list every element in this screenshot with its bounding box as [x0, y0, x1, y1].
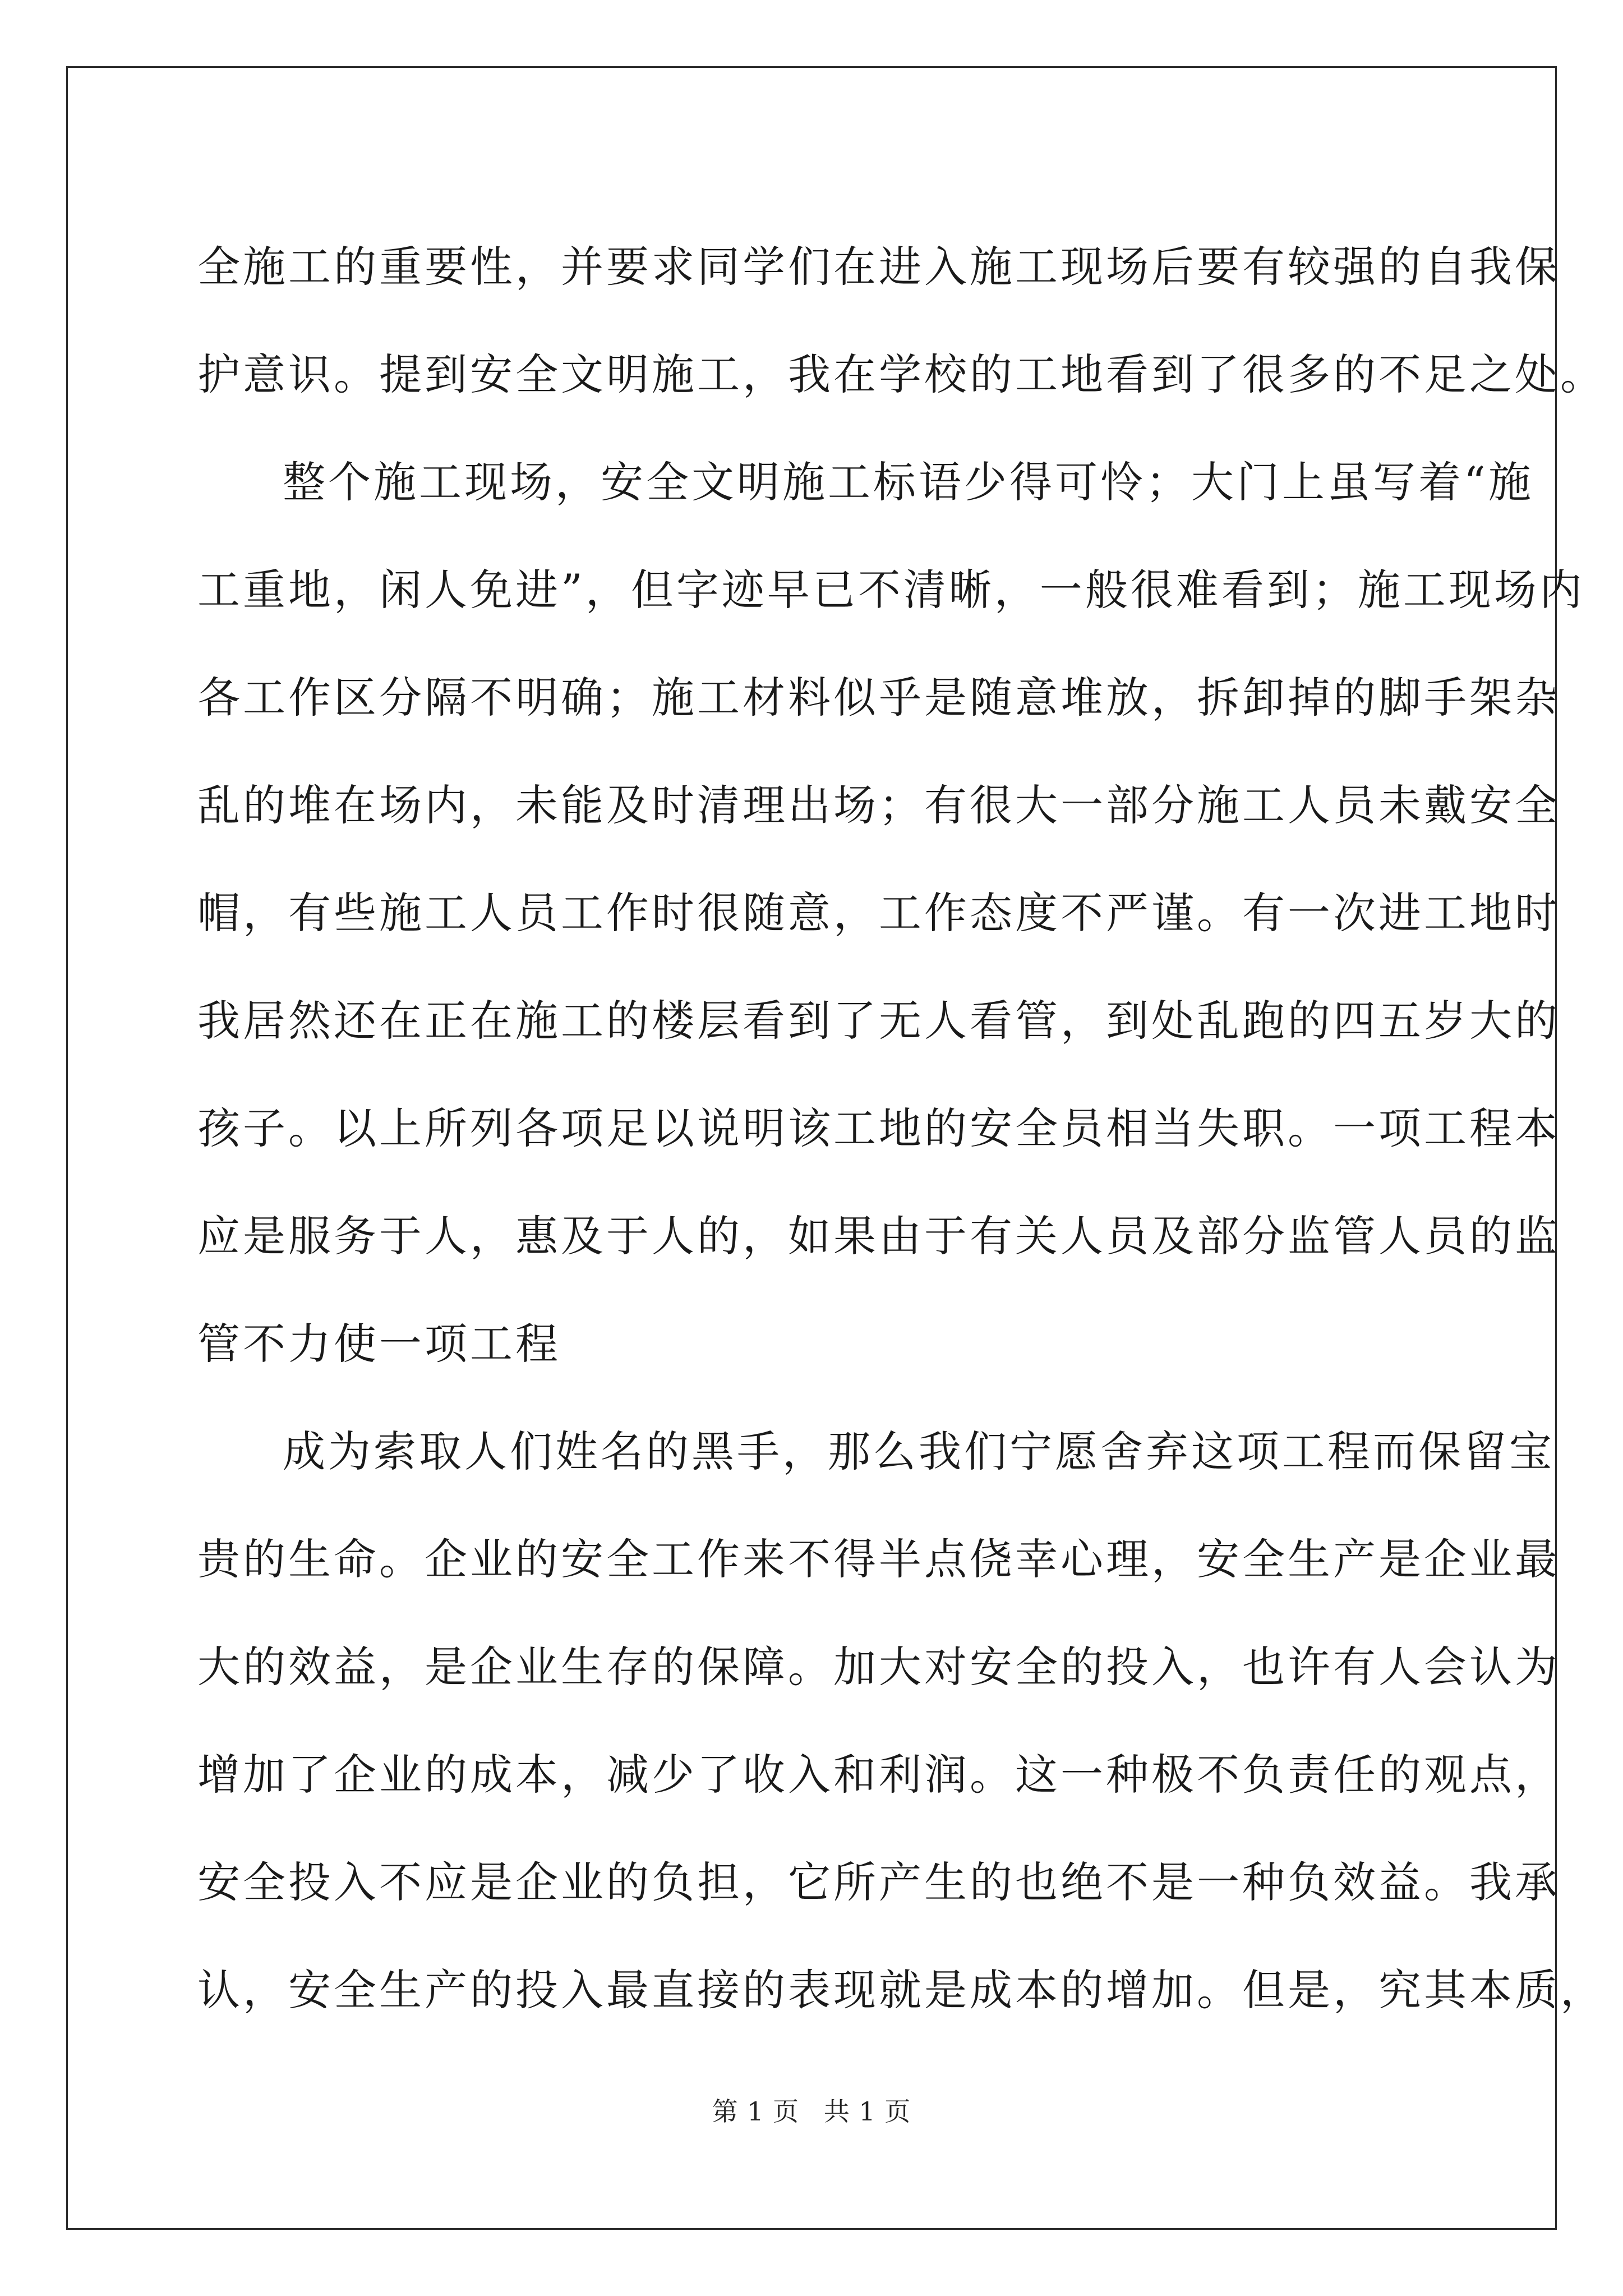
page-number: 第 1 页 [712, 2096, 800, 2127]
text-line: 增加了企业的成本，减少了收入和利润。这一种极不负责任的观点， [197, 1750, 1560, 1800]
text-line: 安全投入不应是企业的负担，它所产生的也绝不是一种负效益。我承 [197, 1857, 1560, 1907]
text-line: 各工作区分隔不明确；施工材料似乎是随意堆放，拆卸掉的脚手架杂 [197, 673, 1560, 723]
text-line: 管不力使一项工程 [197, 1319, 561, 1369]
text-line: 帽，有些施工人员工作时很随意，工作态度不严谨。有一次进工地时 [197, 888, 1560, 938]
text-line: 全施工的重要性，并要求同学们在进入施工现场后要有较强的自我保 [197, 242, 1560, 292]
text-line: 成为索取人们姓名的黑手，那么我们宁愿舍弃这项工程而保留宝 [283, 1427, 1555, 1476]
text-line: 护意识。提到安全文明施工，我在学校的工地看到了很多的不足之处。 [197, 349, 1606, 399]
text-line: 认，安全生产的投入最直接的表现就是成本的增加。但是，究其本质， [197, 1965, 1606, 2015]
text-line: 工重地，闲人免进”，但字迹早已不清晰，一般很难看到；施工现场内 [197, 565, 1585, 615]
text-line: 贵的生命。企业的安全工作来不得半点侥幸心理，安全生产是企业最 [197, 1534, 1560, 1584]
page-total: 共 1 页 [823, 2096, 911, 2127]
text-line: 整个施工现场，安全文明施工标语少得可怜；大门上虽写着“施 [283, 457, 1534, 507]
page-footer [0, 2091, 1623, 2128]
text-line: 我居然还在正在施工的楼层看到了无人看管，到处乱跑的四五岁大的 [197, 996, 1560, 1046]
text-line: 乱的堆在场内，未能及时清理出场；有很大一部分施工人员未戴安全 [197, 780, 1560, 830]
text-line: 孩子。以上所列各项足以说明该工地的安全员相当失职。一项工程本 [197, 1103, 1560, 1153]
text-line: 大的效益，是企业生存的保障。加大对安全的投入，也许有人会认为 [197, 1642, 1560, 1692]
text-line: 应是服务于人，惠及于人的，如果由于有关人员及部分监管人员的监 [197, 1211, 1560, 1261]
document-body [197, 213, 1606, 2044]
